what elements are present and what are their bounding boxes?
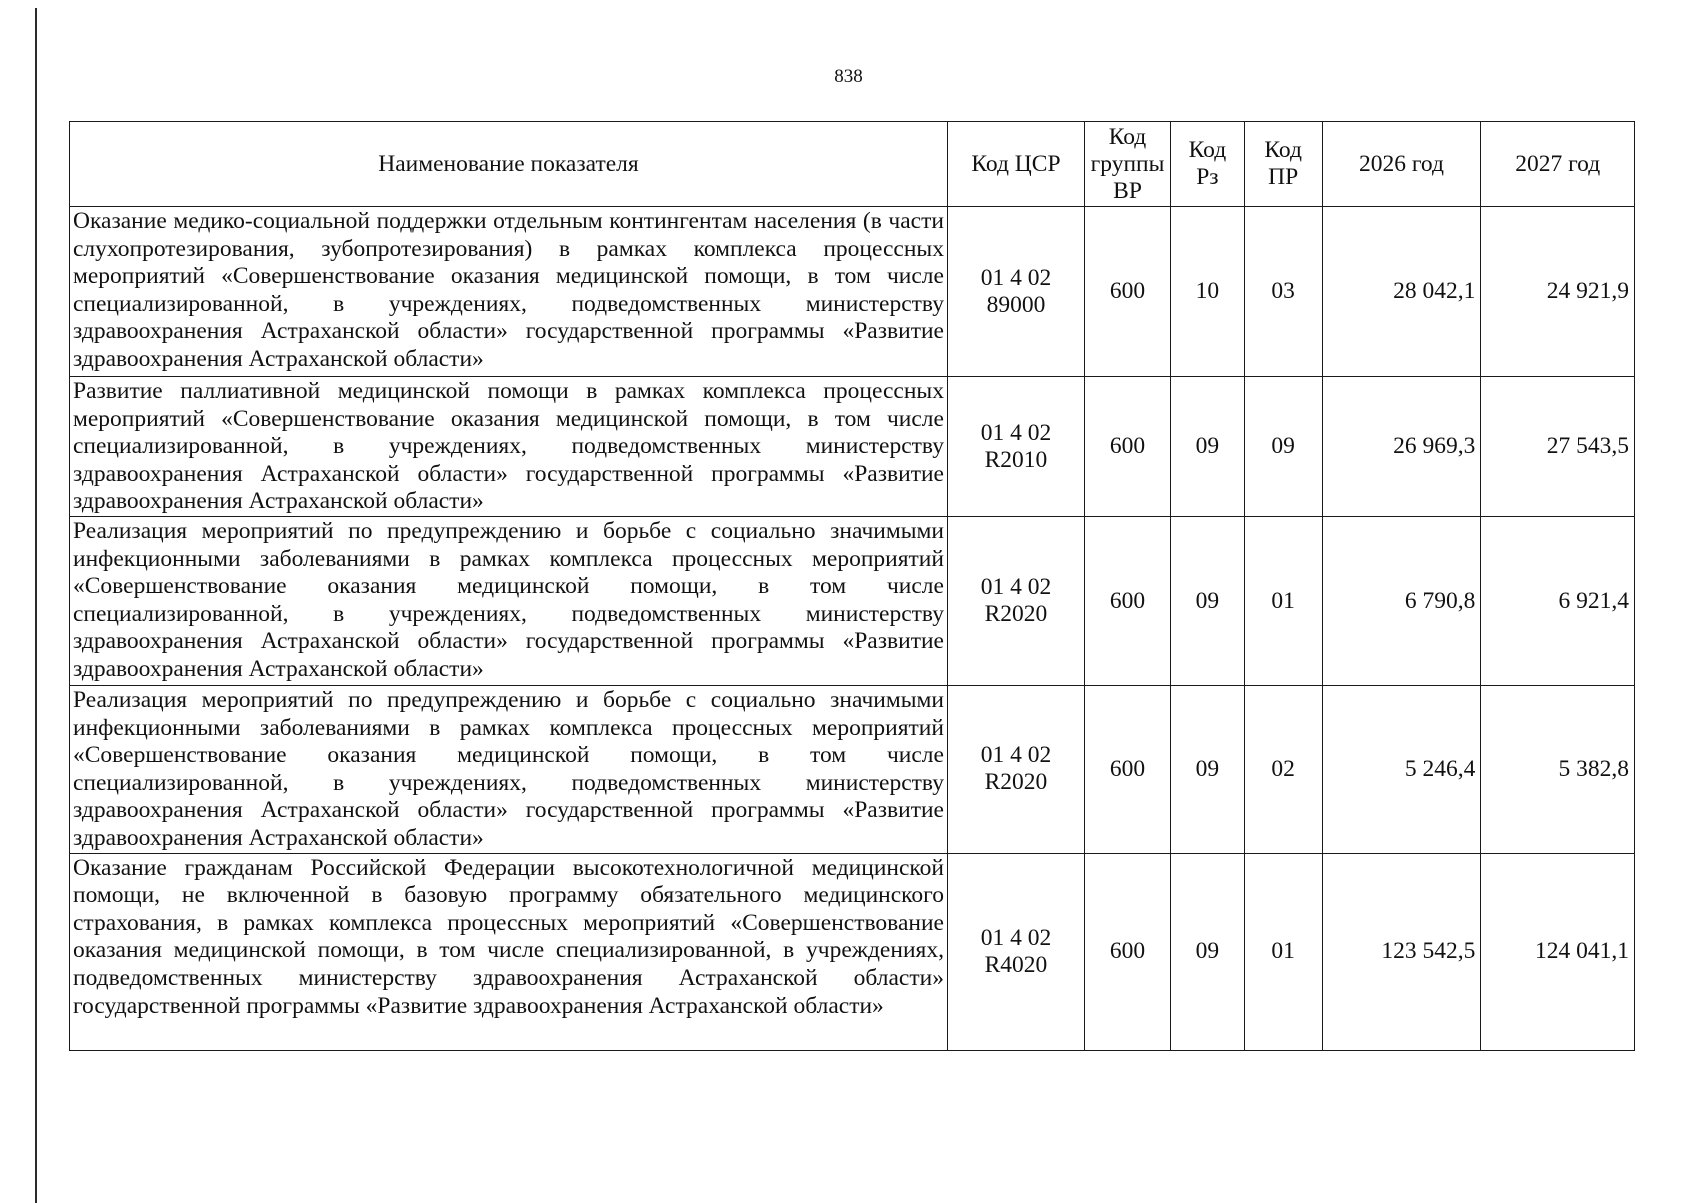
row-rz-code: 09 bbox=[1171, 517, 1245, 686]
row-value-2027: 27 543,5 bbox=[1481, 377, 1635, 517]
table-row bbox=[70, 686, 1635, 854]
header-vr-code: Код группы ВР bbox=[1084, 122, 1170, 207]
row-csr-code: 01 4 02 R2020 bbox=[947, 517, 1084, 686]
row-value-2027: 5 382,8 bbox=[1481, 686, 1635, 854]
row-vr-code: 600 bbox=[1084, 377, 1170, 517]
row-vr-code: 600 bbox=[1084, 517, 1170, 686]
row-value-2027: 6 921,4 bbox=[1481, 517, 1635, 686]
row-name: Оказание медико-социальной поддержки отдельным контингентам населения (в части слухопротезирования, зубопротезирования) в рамках комплекса процессных мероприятий «Совершенствование оказания медицинской помощи, в том числе специализированной, в учреждениях, подведомственных министерству здравоохранения Астраханской области» государственной программы «Развитие здравоохранения Астраханской области» bbox=[70, 207, 948, 377]
row-pr-code: 02 bbox=[1244, 686, 1322, 854]
table-row bbox=[70, 517, 1635, 686]
row-vr-code: 600 bbox=[1084, 207, 1170, 377]
header-rz-code: Код Рз bbox=[1171, 122, 1245, 207]
row-vr-code: 600 bbox=[1084, 853, 1170, 1050]
table-row bbox=[70, 377, 1635, 517]
table-row bbox=[70, 207, 1635, 377]
row-value-2026: 6 790,8 bbox=[1322, 517, 1481, 686]
row-value-2027: 24 921,9 bbox=[1481, 207, 1635, 377]
row-rz-code: 10 bbox=[1171, 207, 1245, 377]
row-csr-code: 01 4 02 R4020 bbox=[947, 853, 1084, 1050]
row-pr-code: 01 bbox=[1244, 853, 1322, 1050]
row-csr-code: 01 4 02 R2020 bbox=[947, 686, 1084, 854]
header-name: Наименование показателя bbox=[70, 122, 948, 207]
header-csr-code: Код ЦСР bbox=[947, 122, 1084, 207]
row-pr-code: 03 bbox=[1244, 207, 1322, 377]
table-row bbox=[70, 853, 1635, 1050]
row-value-2027: 124 041,1 bbox=[1481, 853, 1635, 1050]
row-pr-code: 01 bbox=[1244, 517, 1322, 686]
row-name: Реализация мероприятий по предупреждению и борьбе с социально значимыми инфекционными заболеваниями в рамках комплекса процессных мероприятий «Совершенствование оказания медицинской помощи, в том числе специализированной, в учреждениях, подведомственных министерству здравоохранения Астраханской области» государственной программы «Развитие здравоохранения Астраханской области» bbox=[70, 686, 948, 854]
row-name: Развитие паллиативной медицинской помощи в рамках комплекса процессных мероприятий «Совершенствование оказания медицинской помощи, в том числе специализированной, в учреждениях, подведомственных министерству здравоохранения Астраханской области» государственной программы «Развитие здравоохранения Астраханской области» bbox=[70, 377, 948, 517]
row-rz-code: 09 bbox=[1171, 686, 1245, 854]
budget-table bbox=[69, 121, 1635, 1051]
row-value-2026: 28 042,1 bbox=[1322, 207, 1481, 377]
row-rz-code: 09 bbox=[1171, 377, 1245, 517]
row-name: Реализация мероприятий по предупреждению и борьбе с социально значимыми инфекционными заболеваниями в рамках комплекса процессных мероприятий «Совершенствование оказания медицинской помощи, в том числе специализированной, в учреждениях, подведомственных министерству здравоохранения Астраханской области» государственной программы «Развитие здравоохранения Астраханской области» bbox=[70, 517, 948, 686]
table-header-row bbox=[70, 122, 1635, 207]
row-csr-code: 01 4 02 R2010 bbox=[947, 377, 1084, 517]
row-rz-code: 09 bbox=[1171, 853, 1245, 1050]
row-vr-code: 600 bbox=[1084, 686, 1170, 854]
row-name: Оказание гражданам Российской Федерации высокотехнологичной медицинской помощи, не включенной в базовую программу обязательного медицинского страхования, в рамках комплекса процессных мероприятий «Совершенствование оказания медицинской помощи, в том числе специализированной, в учреждениях, подведомственных министерству здравоохранения Астраханской области» государственной программы «Развитие здравоохранения Астраханской области» bbox=[70, 853, 948, 1050]
header-year-2027: 2027 год bbox=[1481, 122, 1635, 207]
row-value-2026: 123 542,5 bbox=[1322, 853, 1481, 1050]
row-csr-code: 01 4 02 89000 bbox=[947, 207, 1084, 377]
page-number: 838 bbox=[834, 66, 863, 87]
row-pr-code: 09 bbox=[1244, 377, 1322, 517]
left-margin-line bbox=[35, 8, 37, 1203]
header-year-2026: 2026 год bbox=[1322, 122, 1481, 207]
header-pr-code: Код ПР bbox=[1244, 122, 1322, 207]
row-value-2026: 26 969,3 bbox=[1322, 377, 1481, 517]
row-value-2026: 5 246,4 bbox=[1322, 686, 1481, 854]
